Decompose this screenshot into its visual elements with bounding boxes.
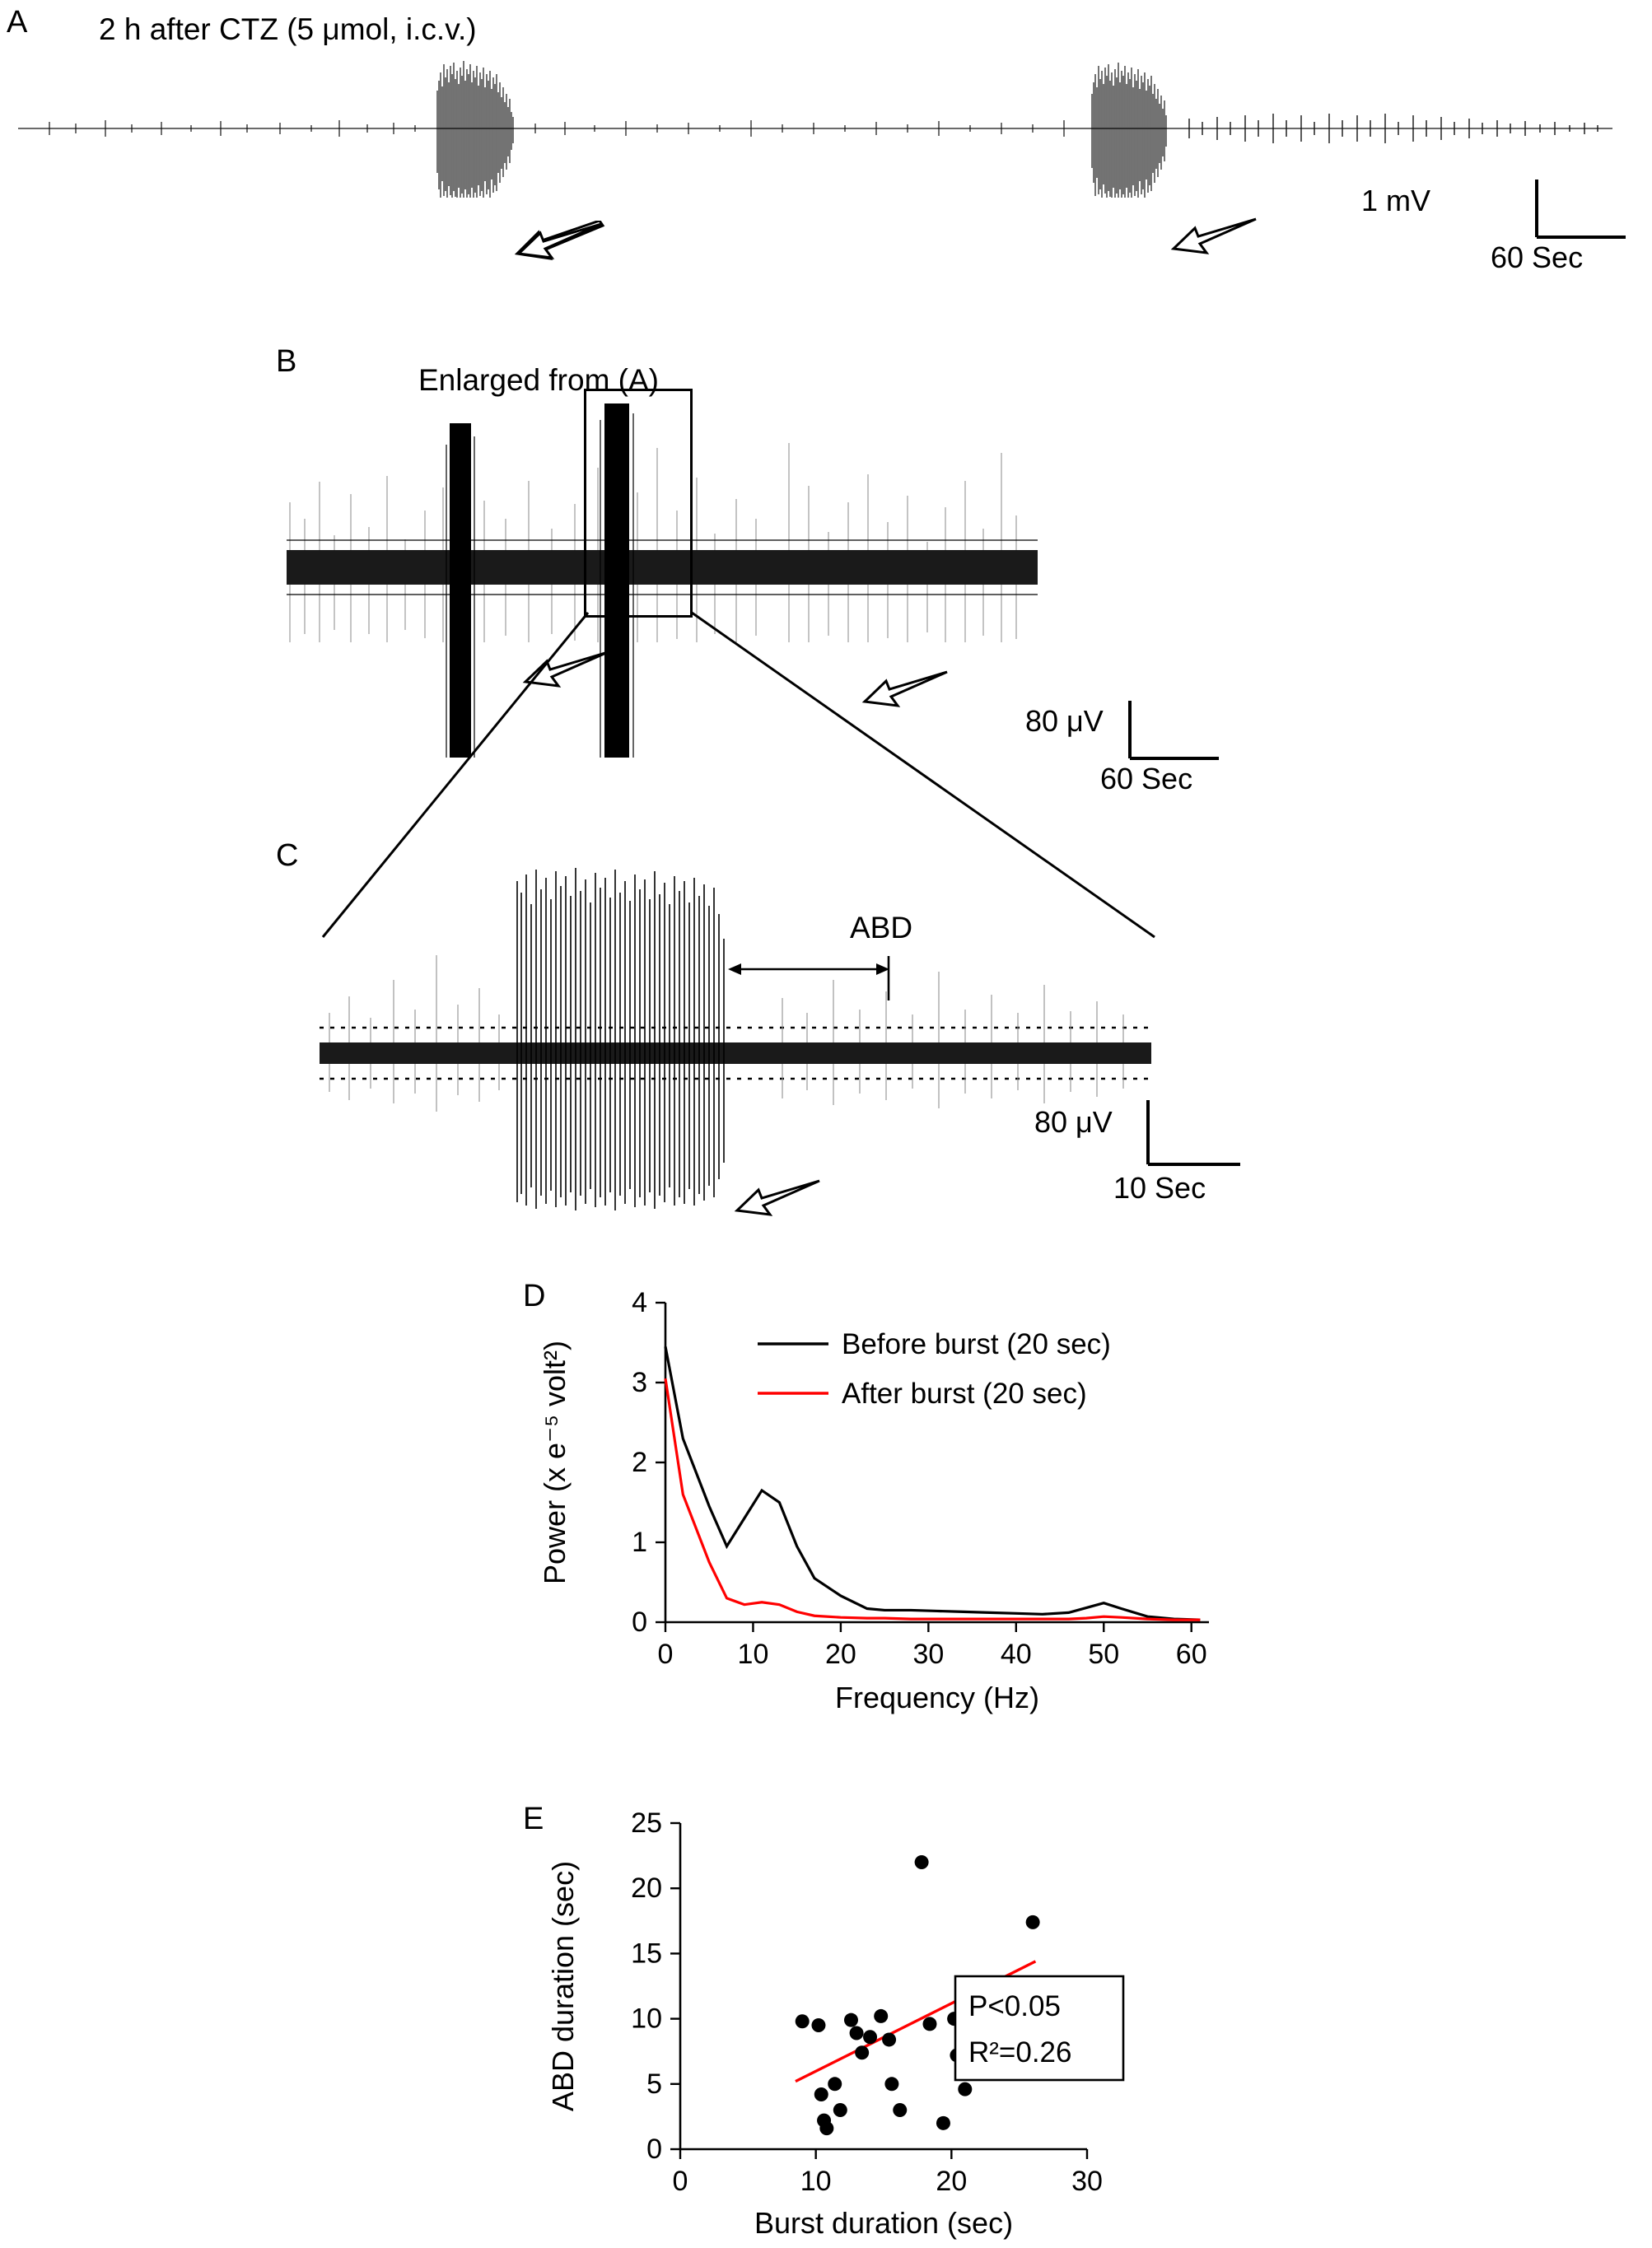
svg-text:0: 0 [657,1639,674,1670]
panel-d-chart [511,1268,1235,1762]
panel-letter-c: C [276,838,299,873]
svg-text:10: 10 [800,2166,832,2197]
svg-text:4: 4 [632,1287,647,1318]
svg-text:20: 20 [631,1873,662,1905]
svg-text:After burst (20 sec): After burst (20 sec) [842,1378,1087,1410]
svg-text:10: 10 [737,1639,769,1670]
svg-text:0: 0 [672,2166,688,2197]
burst-2 [1092,63,1166,198]
svg-text:40: 40 [1000,1639,1032,1670]
svg-text:1: 1 [632,1527,647,1558]
svg-text:0: 0 [632,1607,647,1638]
svg-text:Power (x e⁻⁵ volt²): Power (x e⁻⁵ volt²) [538,1341,572,1584]
panel-b-scale-horizontal-label: 60 Sec [1100,762,1193,795]
panel-c-scale-horizontal-label: 10 Sec [1113,1171,1206,1205]
panel-a-trace [0,49,1652,198]
svg-text:Burst duration (sec): Burst duration (sec) [754,2206,1014,2240]
panel-a-arrow-1 [511,221,609,278]
svg-text:R²=0.26: R²=0.26 [968,2036,1072,2068]
svg-text:15: 15 [631,1938,662,1970]
svg-text:20: 20 [824,1639,856,1670]
panel-b-selection-box [584,389,693,618]
panel-c-abd-arrow [725,951,964,1000]
panel-a-scale-horizontal-label: 60 Sec [1491,240,1584,274]
svg-text:P<0.05: P<0.05 [968,1990,1061,2022]
svg-text:20: 20 [936,2166,968,2197]
svg-text:30: 30 [1071,2166,1103,2197]
svg-text:5: 5 [646,2068,662,2100]
svg-text:Frequency (Hz): Frequency (Hz) [834,1681,1040,1714]
panel-c-arrow-1 [729,1178,828,1235]
panel-c-abd-label: ABD [850,911,913,944]
panel-letter-e: E [523,1802,544,1836]
panel-c-trace [280,856,1161,1219]
panel-c-scale-vertical-label: 80 μV [1034,1105,1113,1139]
panel-b-title: Enlarged from (A) [418,363,659,397]
panel-a-title [99,12,477,48]
svg-text:10: 10 [631,2003,662,2035]
svg-text:25: 25 [631,1807,662,1839]
panel-c-burst [517,868,724,1210]
svg-text:3: 3 [632,1367,647,1398]
panel-letter-b: B [276,344,297,379]
panel-a-arrow-2 [1165,216,1264,273]
panel-a-scale-vertical-label: 1 mV [1361,184,1431,217]
panel-e-chart [511,1795,1235,2244]
panel-letter-d: D [523,1279,546,1313]
panel-letter-a: A [7,5,28,40]
svg-text:0: 0 [646,2134,662,2165]
panel-a-title-text: 2 h after CTZ (5 μmol, i.c.v.) [99,12,477,46]
svg-text:50: 50 [1088,1639,1120,1670]
svg-text:30: 30 [912,1639,945,1670]
svg-text:2: 2 [632,1447,647,1478]
svg-text:60: 60 [1175,1639,1207,1670]
svg-text:Before burst (20 sec): Before burst (20 sec) [842,1328,1111,1360]
burst-1 [437,61,513,198]
svg-text:ABD duration (sec): ABD duration (sec) [546,1860,580,2112]
panel-b-scale-vertical-label: 80 μV [1025,704,1104,738]
